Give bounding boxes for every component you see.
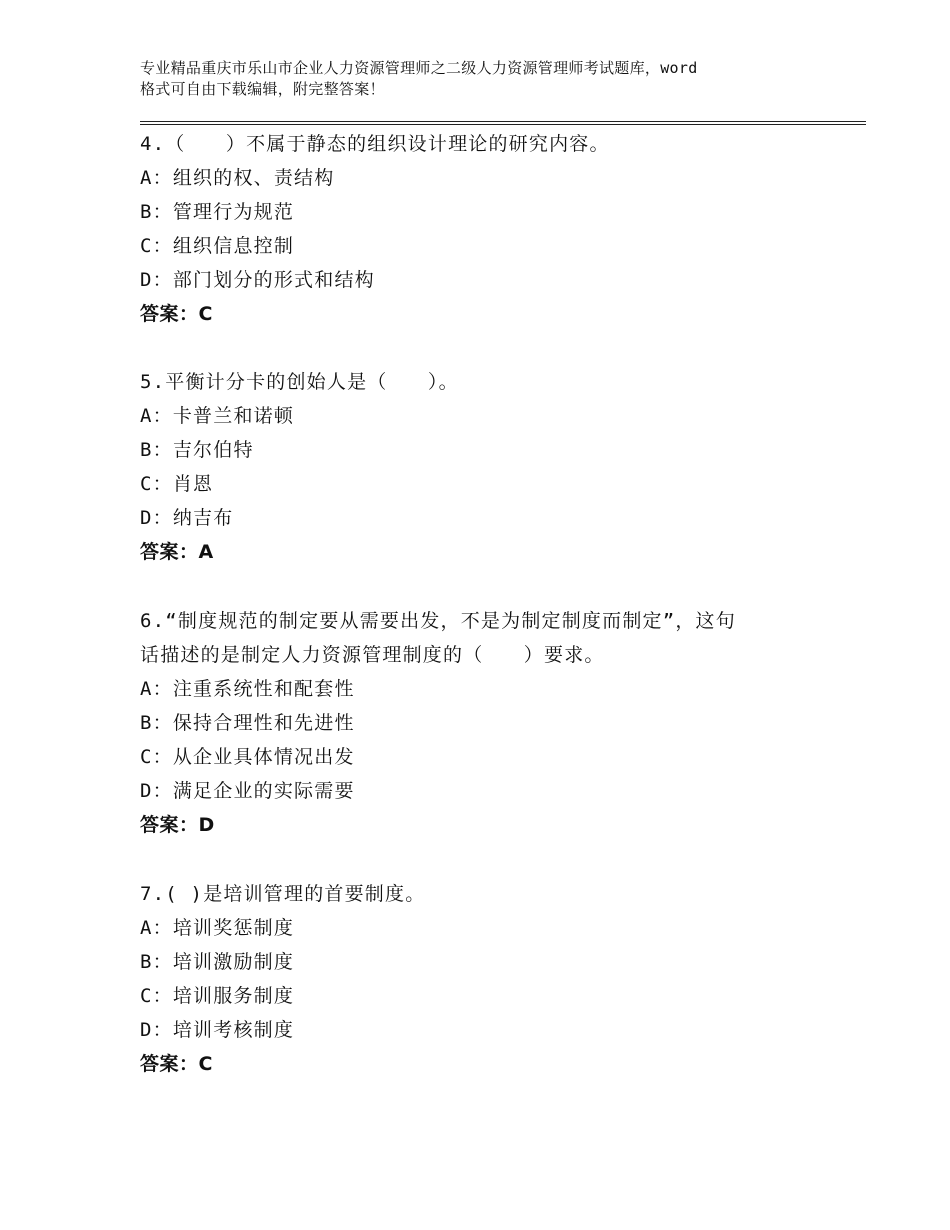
- option-a: A：组织的权、责结构: [140, 167, 335, 189]
- question-4: [140, 127, 840, 331]
- header-line-2: 格式可自由下载编辑，附完整答案！: [140, 80, 385, 98]
- question-7: [140, 877, 840, 1081]
- question-6: [140, 604, 840, 842]
- question-stem: 4.（ ）不属于静态的组织设计理论的研究内容。: [140, 133, 610, 155]
- option-c: C：培训服务制度: [140, 985, 295, 1007]
- header-rule-bottom: [140, 124, 866, 125]
- question-stem: 7.( )是培训管理的首要制度。: [140, 883, 426, 905]
- answer-label: 答案：A: [140, 541, 214, 563]
- document-header: [140, 58, 830, 100]
- option-d: D：部门划分的形式和结构: [140, 269, 375, 291]
- header-rule-top: [140, 121, 866, 122]
- option-c: C：组织信息控制: [140, 235, 295, 257]
- question-stem-line-2: 话描述的是制定人力资源管理制度的（ ）要求。: [140, 644, 605, 666]
- option-d: D：培训考核制度: [140, 1019, 295, 1041]
- option-a: A：培训奖惩制度: [140, 917, 295, 939]
- option-d: D：纳吉布: [140, 507, 234, 529]
- answer-label: 答案：D: [140, 814, 215, 836]
- question-stem-line-1: 6.“制度规范的制定要从需要出发，不是为制定制度而制定”，这句: [140, 610, 736, 632]
- option-d: D：满足企业的实际需要: [140, 780, 355, 802]
- option-b: B：保持合理性和先进性: [140, 712, 355, 734]
- option-b: B：培训激励制度: [140, 951, 295, 973]
- question-5: [140, 365, 840, 569]
- option-a: A：卡普兰和诺顿: [140, 405, 295, 427]
- header-line-1: 专业精品重庆市乐山市企业人力资源管理师之二级人力资源管理师考试题库，word: [140, 59, 698, 77]
- option-b: B：管理行为规范: [140, 201, 295, 223]
- option-a: A：注重系统性和配套性: [140, 678, 355, 700]
- question-stem: 5.平衡计分卡的创始人是（ ）。: [140, 371, 459, 393]
- answer-label: 答案：C: [140, 303, 213, 325]
- option-c: C：肖恩: [140, 473, 214, 495]
- option-b: B：吉尔伯特: [140, 439, 254, 461]
- option-c: C：从企业具体情况出发: [140, 746, 355, 768]
- answer-label: 答案：C: [140, 1053, 213, 1075]
